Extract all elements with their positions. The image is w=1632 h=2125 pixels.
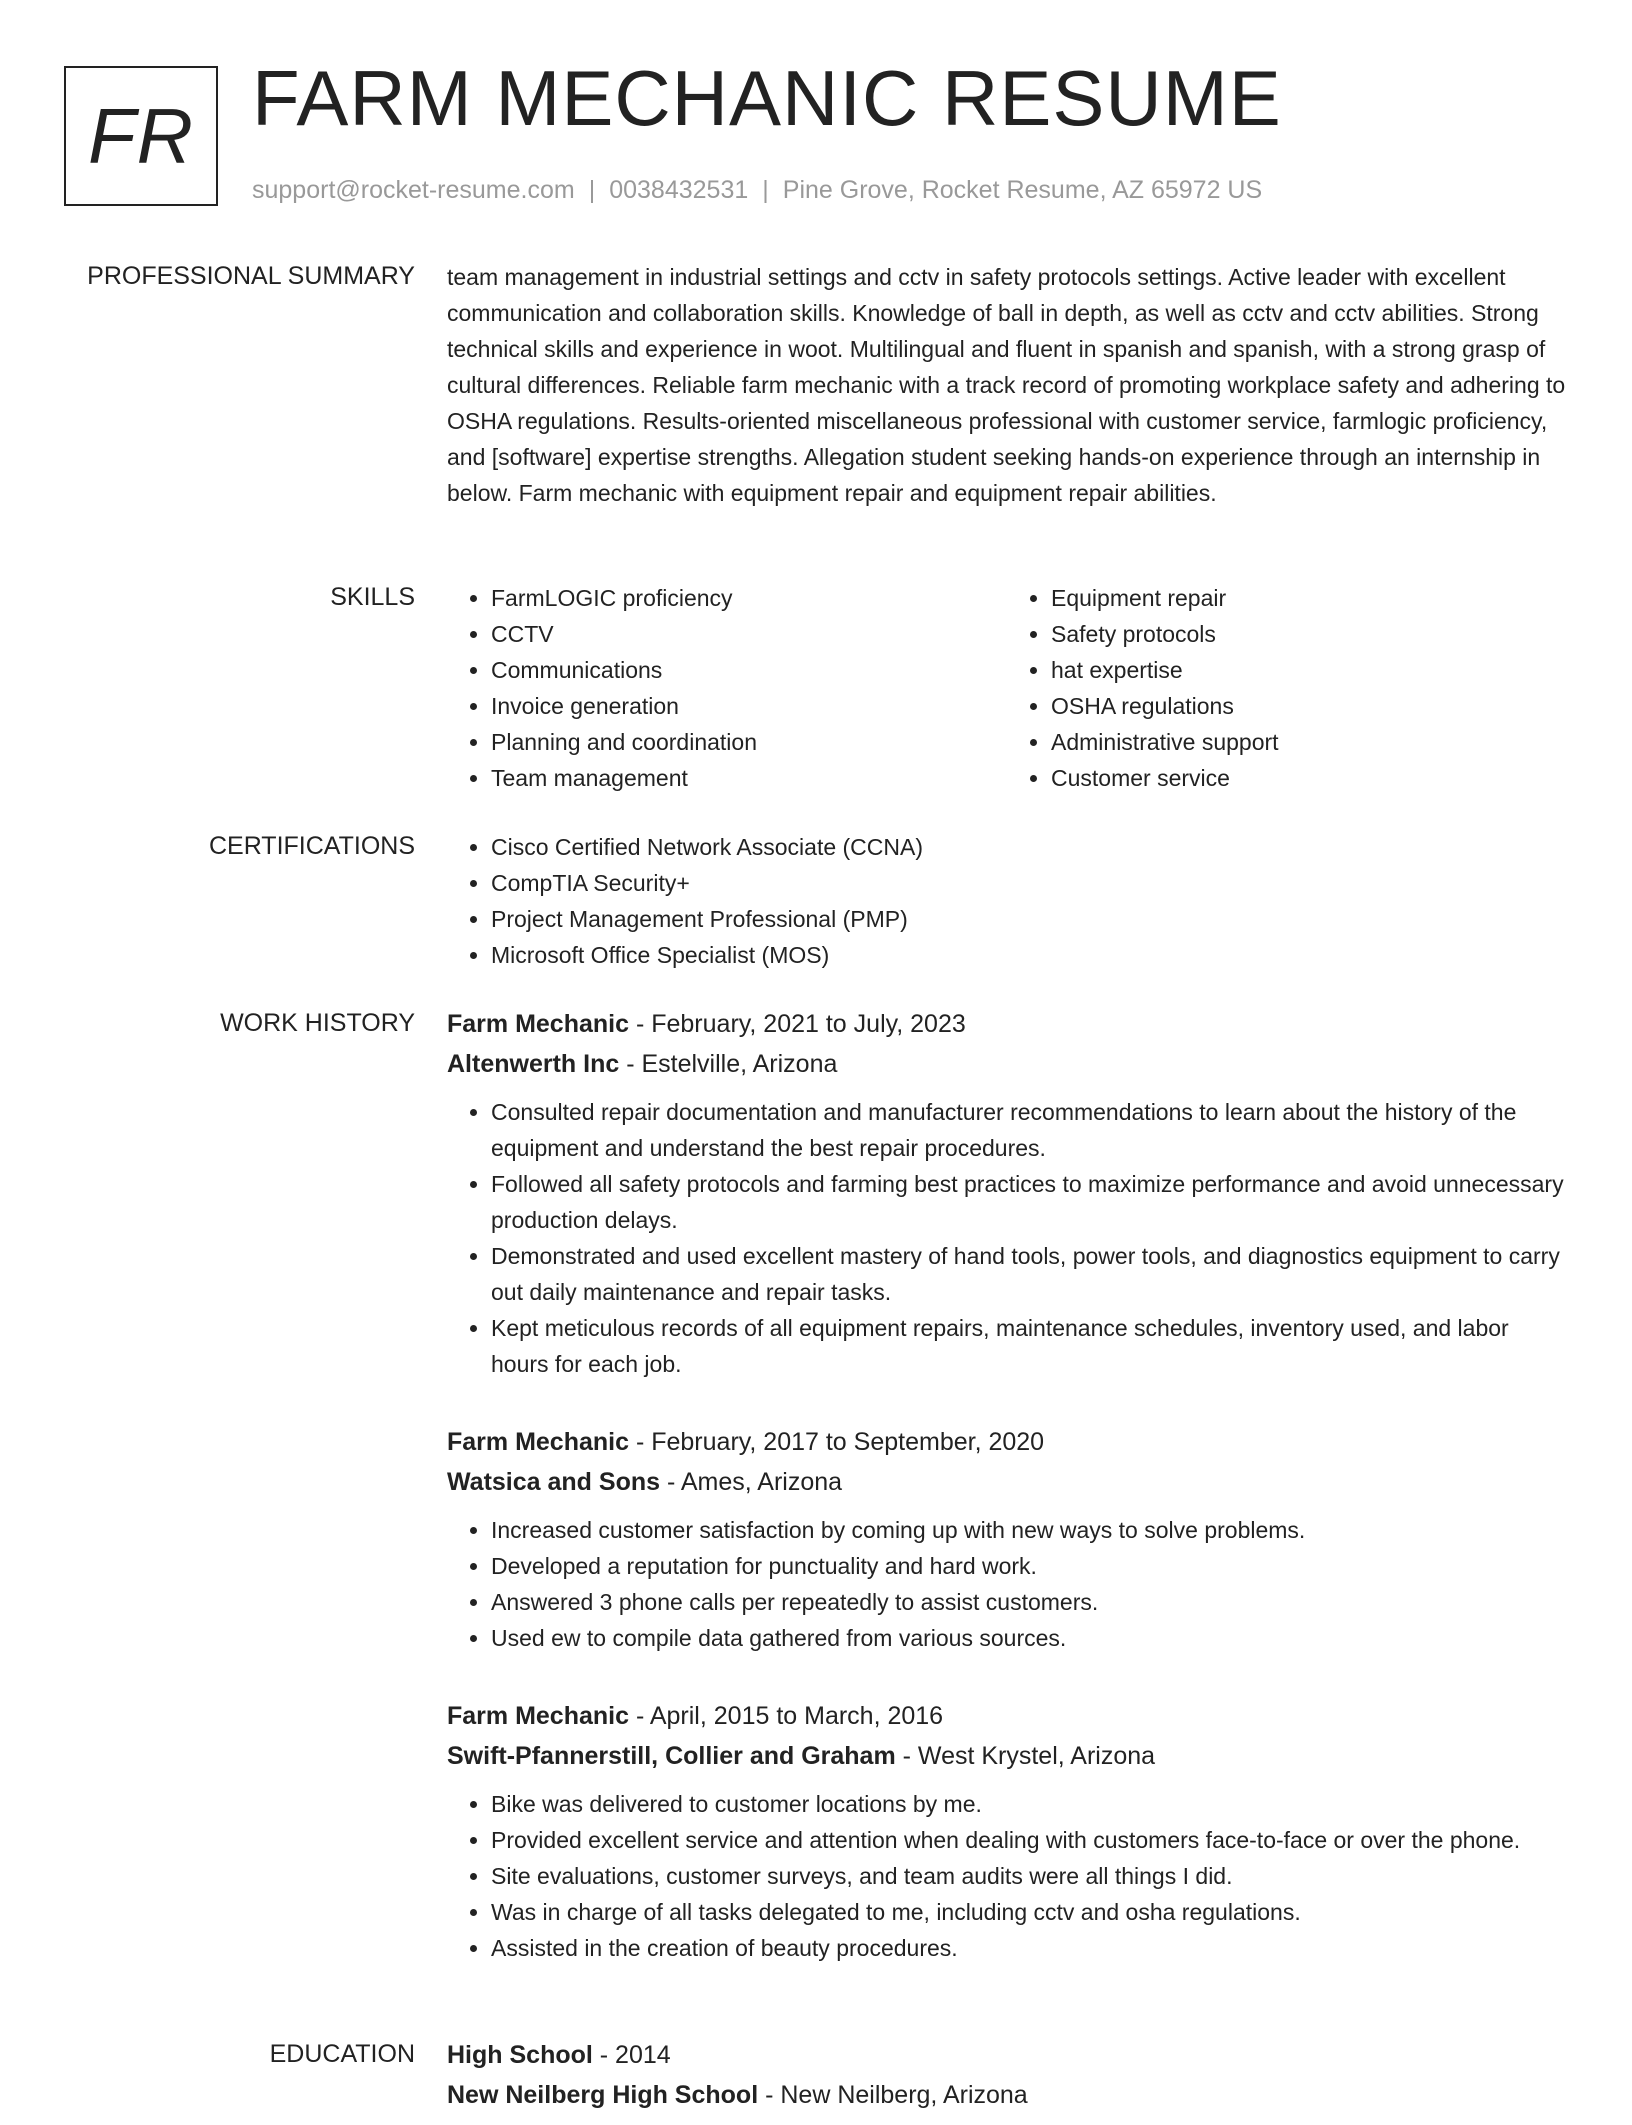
job-duty-item: • Increased customer satisfaction by coming up with new ways to solve problems. [491,1512,1567,1548]
job-duty-item: • Developed a reputation for punctuality and hard work. [491,1548,1567,1584]
job-dates: - February, 2017 to September, 2020 [629,1428,1045,1456]
certification-item: • CompTIA Security+ [491,865,1567,901]
job-title-line [447,1004,1567,1044]
skill-item: • Invoice generation [491,688,1007,724]
summary-heading: PROFESSIONAL SUMMARY [87,262,415,290]
certifications-heading: CERTIFICATIONS [208,832,415,860]
skill-item: • Customer service [1051,760,1567,796]
contact-separator: | [762,176,769,204]
job-duties-list [447,1512,1567,1656]
job-company-line [447,1736,1567,1776]
contact-separator: | [588,176,596,204]
job-entry [447,1004,1567,1382]
education-school-line [447,2075,1567,2115]
job-company: Watsica and Sons [447,1468,661,1496]
job-title-line [447,1422,1567,1462]
job-duty-item: • Answered 3 phone calls per repeatedly to assist customers. [491,1584,1567,1620]
certification-item: • Project Management Professional (PMP) [491,901,1567,937]
skills-heading: SKILLS [330,583,415,611]
skill-item: • Safety protocols [1051,616,1567,652]
job-duty-item: • Bike was delivered to customer locations by me. [491,1786,1567,1822]
education-heading: EDUCATION [269,2040,415,2068]
skills-body [447,580,1567,796]
skills-list-right [1007,580,1567,796]
job-duties-list [447,1786,1567,1966]
education-location: - New Neilberg, Arizona [758,2081,1028,2109]
skill-item: • CCTV [491,616,1007,652]
job-duties-list [447,1094,1567,1382]
certifications-list [447,829,1567,973]
job-title-line [447,1696,1567,1736]
skill-item: • hat expertise [1051,652,1567,688]
job-duty-item: • Consulted repair documentation and manufacturer recommendations to learn about the history of the equipment and understand the best repair procedures. [491,1094,1567,1166]
summary-body [447,259,1567,511]
job-title: Farm Mechanic [447,1428,630,1456]
job-duty-item: • Assisted in the creation of beauty procedures. [491,1930,1567,1966]
job-duty-item: • Provided excellent service and attention when dealing with customers face-to-face or over the phone. [491,1822,1567,1858]
work-history-body [447,1004,1567,2006]
contact-phone[interactable]: 0038432531 [609,176,749,204]
job-duty-item: • Followed all safety protocols and farming best practices to maximize performance and avoid unnecessary production delays. [491,1166,1567,1238]
skill-item: • Equipment repair [1051,580,1567,616]
education-degree-line [447,2035,1567,2075]
job-duty-item: • Was in charge of all tasks delegated to me, including cctv and osha regulations. [491,1894,1567,1930]
job-title: Farm Mechanic [447,1702,630,1730]
job-company-line [447,1044,1567,1084]
job-location: - Ames, Arizona [660,1468,843,1496]
skill-item: • Communications [491,652,1007,688]
skill-item: • FarmLOGIC proficiency [491,580,1007,616]
skill-item: • Administrative support [1051,724,1567,760]
job-company-line [447,1462,1567,1502]
job-company: Swift-Pfannerstill, Collier and Graham [447,1742,896,1770]
job-location: - West Krystel, Arizona [895,1742,1156,1770]
work-history-heading: WORK HISTORY [220,1009,415,1037]
job-duty-item: • Kept meticulous records of all equipment repairs, maintenance schedules, inventory used, and labor hours for each job. [491,1310,1567,1382]
job-title: Farm Mechanic [447,1010,630,1038]
skill-item: • Team management [491,760,1007,796]
job-location: - Estelville, Arizona [619,1050,838,1078]
job-dates: - April, 2015 to March, 2016 [629,1702,944,1730]
skills-columns [447,580,1567,796]
contact-address: Pine Grove, Rocket Resume, AZ 65972 US [782,176,1263,204]
education-school: New Neilberg High School [447,2081,759,2109]
certification-item: • Cisco Certified Network Associate (CCNA) [491,829,1567,865]
job-entry [447,1696,1567,1966]
job-duty-item: • Site evaluations, customer surveys, and team audits were all things I did. [491,1858,1567,1894]
job-company: Altenwerth Inc [447,1050,620,1078]
job-duty-item: • Used ew to compile data gathered from various sources. [491,1620,1567,1656]
skill-item: • Planning and coordination [491,724,1007,760]
resume-title: FARM MECHANIC RESUME [252,54,1282,142]
skill-item: • OSHA regulations [1051,688,1567,724]
education-year: - 2014 [592,2041,671,2069]
job-dates: - February, 2021 to July, 2023 [629,1010,966,1038]
certification-item: • Microsoft Office Specialist (MOS) [491,937,1567,973]
monogram-initials: FR [88,92,194,180]
skills-list-left [447,580,1007,796]
education-degree: High School [447,2041,593,2069]
contact-email[interactable]: support@rocket-resume.com [252,176,575,204]
job-duty-item: • Demonstrated and used excellent mastery of hand tools, power tools, and diagnostics equipment to carry out daily maintenance and repair tasks. [491,1238,1567,1310]
job-entry [447,1422,1567,1656]
summary-text: team management in industrial settings and cctv in safety protocols settings. Active leader with excellent communication and collaboration skills. Knowledge of ball in depth, as well as cctv and cctv abilities. Strong technical skills and experience in woot. Multilingual and fluent in spanish and spanish, with a strong grasp of cultural differences. Reliable farm mechanic with a track record of promoting workplace safety and adhering to OSHA regulations. Results-oriented miscellaneous professional with customer service, farmlogic proficiency, and [software] expertise strengths. Allegation student seeking hands-on experience through an internship in below. Farm mechanic with equipment repair and equipment repair abilities. [447,264,1566,506]
certifications-body [447,829,1567,973]
contact-line [252,174,1262,206]
monogram-box [64,66,218,206]
